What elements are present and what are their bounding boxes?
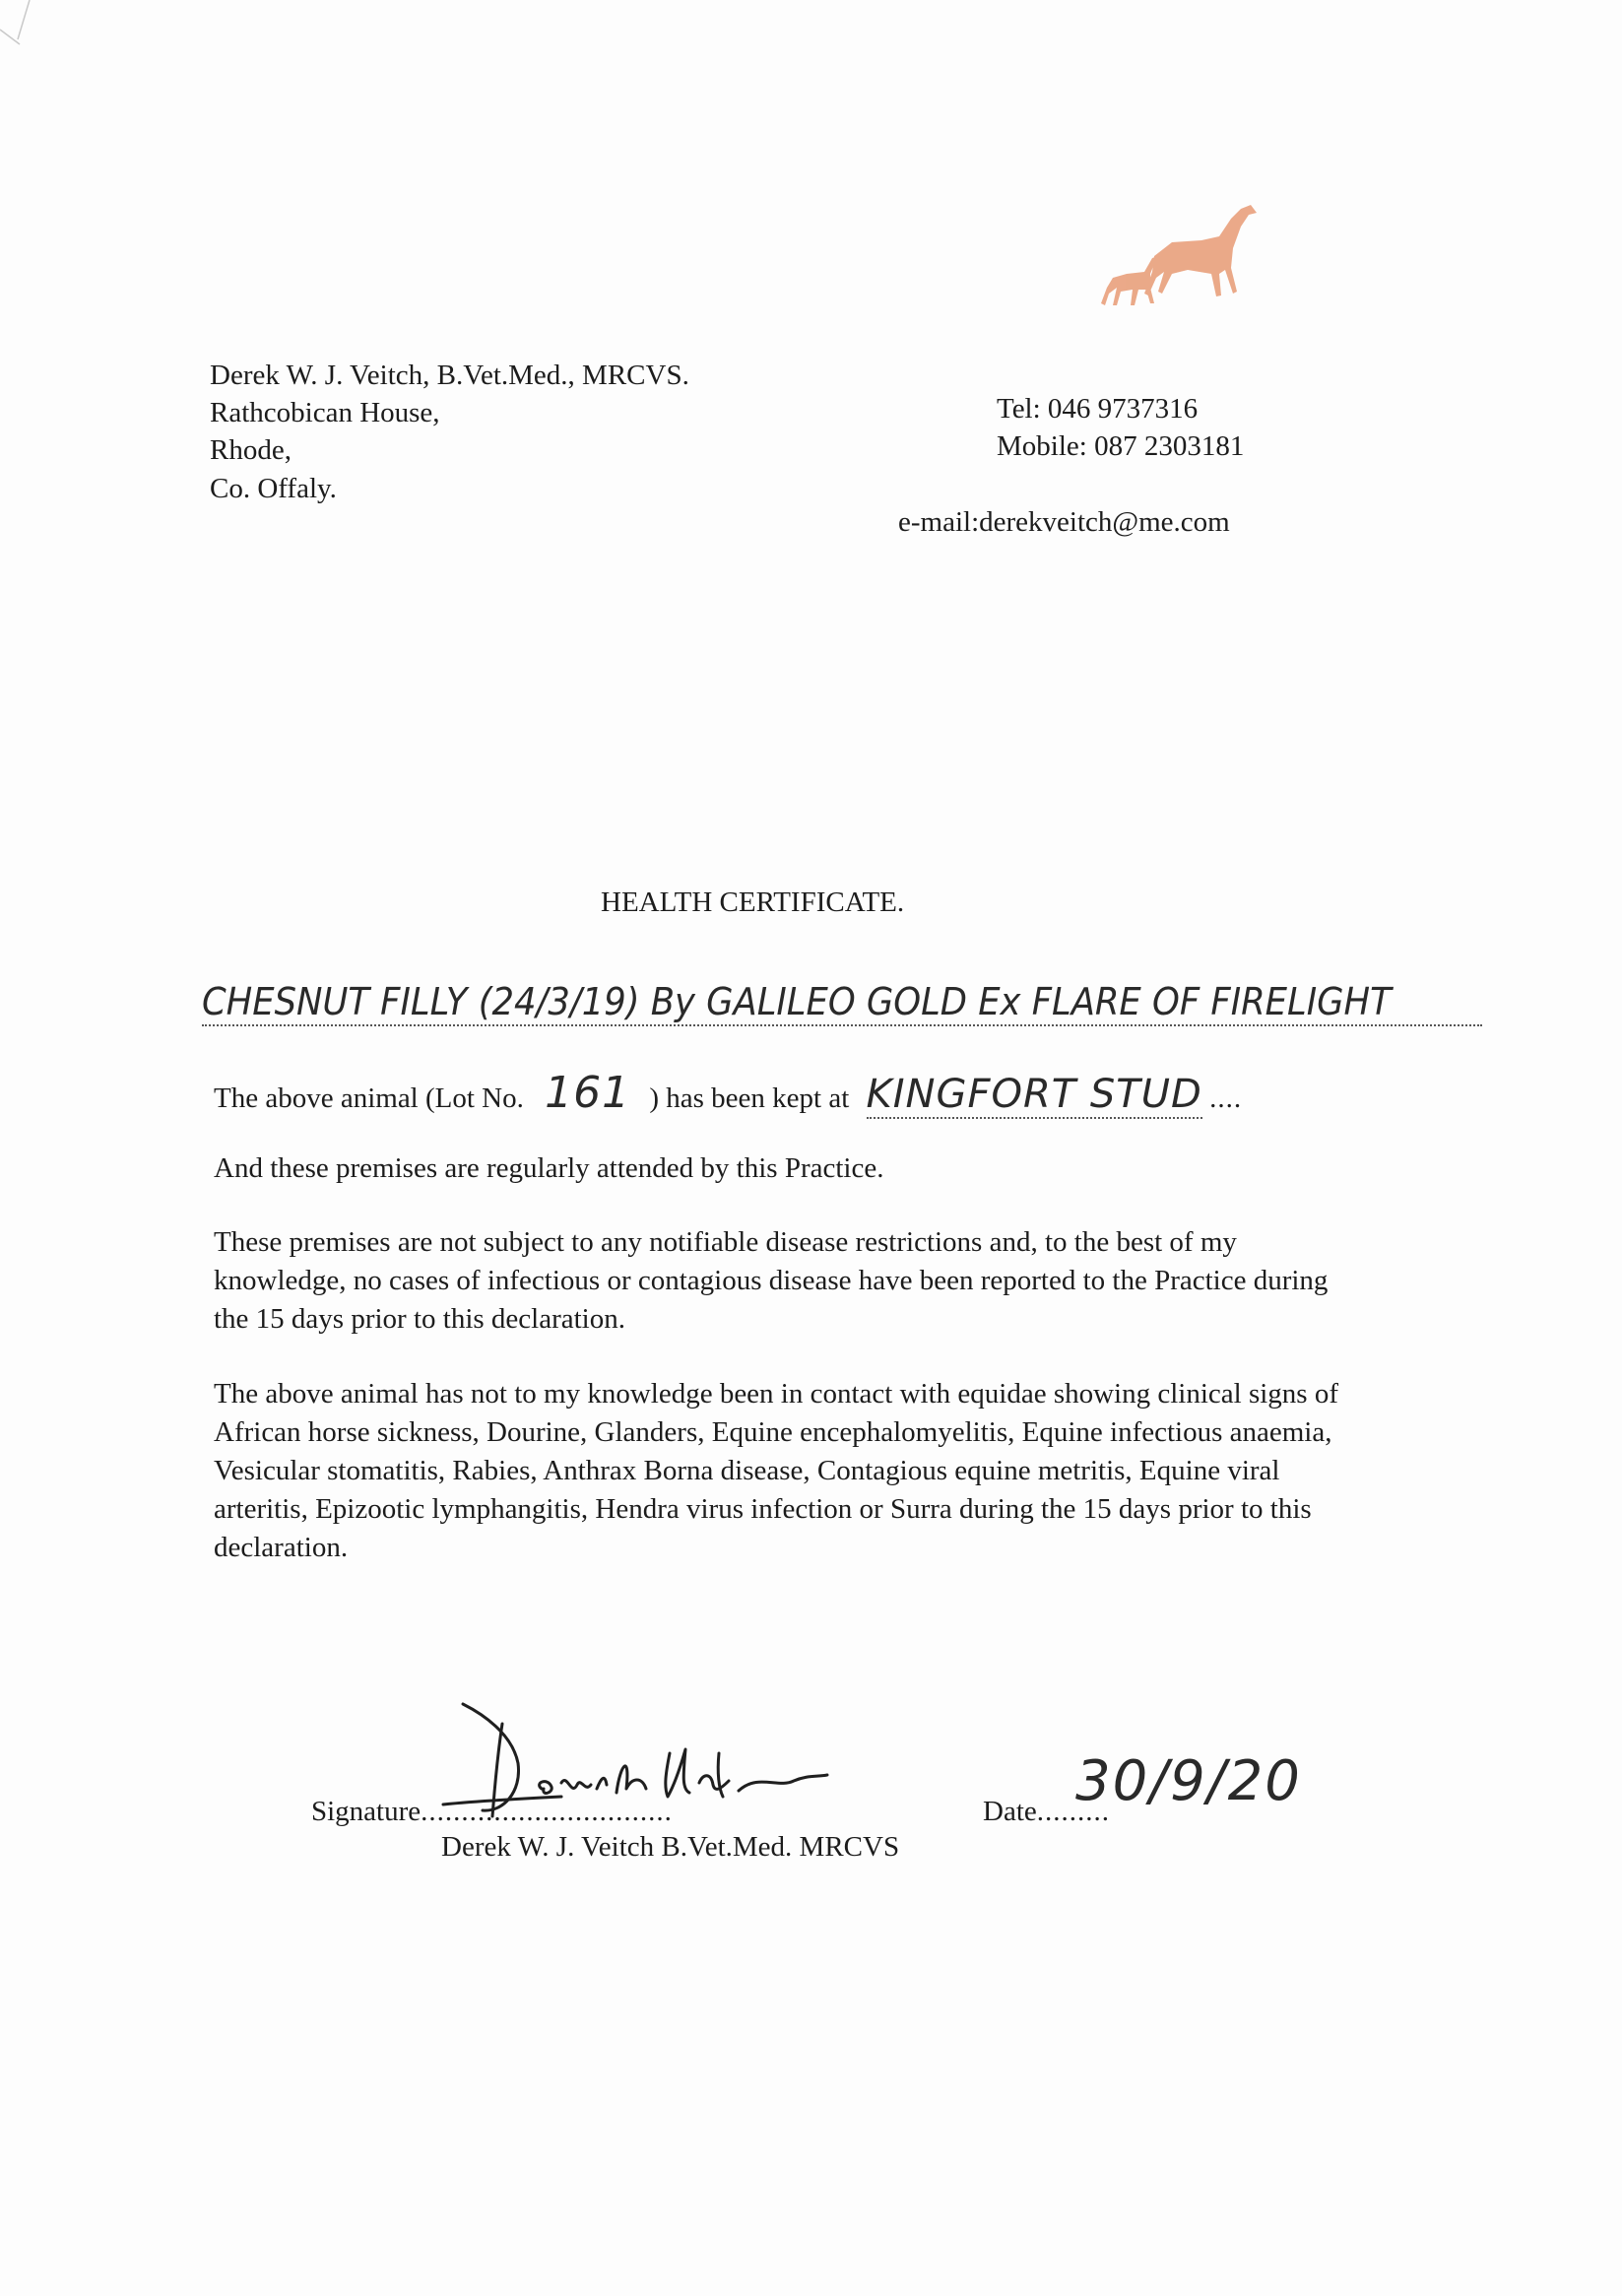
- signature-dots: ...............................: [421, 1796, 673, 1827]
- handwritten-signature: [423, 1694, 857, 1842]
- signer-name: Derek W. J. Veitch B.Vet.Med. MRCVS: [441, 1831, 900, 1863]
- premises-handwritten: KINGFORT STUD: [866, 1072, 1202, 1117]
- address-line-1: Rathcobican House,: [210, 397, 440, 428]
- date-label: Date: [983, 1796, 1037, 1827]
- horse-and-foal-icon: [1093, 197, 1261, 315]
- mobile-number: Mobile: 087 2303181: [997, 430, 1245, 462]
- lot-prefix-text: The above animal (Lot No.: [214, 1082, 524, 1114]
- lot-line: [214, 1068, 1243, 1118]
- animal-description-handwritten: CHESNUT FILLY (24/3/19) By GALILEO GOLD Ex FLARE OF FIRELIGHT: [202, 980, 1392, 1023]
- scan-corner-mark: [0, 0, 69, 69]
- contact-paragraph: The above animal has not to my knowledge been in contact with equidae showing clinical signs of African horse sickness, Dourine, Glanders, Equine encephalomyelitis, Equine infectious anaemia, Vesicular stomatitis, Rabies, Anthrax Borna disease, Contagious equine metritis, Equine viral arteritis, Epizootic lymphangitis, Hendra virus infection or Surra during the 15 days prior to this declaration.: [214, 1378, 1338, 1563]
- email-address: e-mail:derekveitch@me.com: [898, 506, 1230, 538]
- date-dots: .........: [1036, 1796, 1110, 1827]
- signature-label: Signature: [311, 1796, 422, 1827]
- premises-trailing-dots: ....: [1209, 1082, 1243, 1114]
- telephone-number: Tel: 046 9737316: [997, 393, 1199, 425]
- attended-paragraph: And these premises are regularly attended by this Practice.: [214, 1152, 884, 1184]
- lot-number-handwritten: 161: [545, 1068, 631, 1118]
- description-dotted-line: [202, 1024, 1482, 1026]
- date-handwritten: 30/9/20: [1075, 1749, 1302, 1813]
- lot-suffix-text: ) has been kept at: [649, 1082, 850, 1114]
- restrictions-paragraph: These premises are not subject to any notifiable disease restrictions and, to the best of my knowledge, no cases of infectious or contagious disease have been reported to the Practice during the 15 days prior to this declaration.: [214, 1226, 1329, 1335]
- certificate-title: HEALTH CERTIFICATE.: [601, 886, 905, 918]
- address-line-2: Rhode,: [210, 434, 292, 466]
- address-line-3: Co. Offaly.: [210, 473, 337, 504]
- vet-name-line: Derek W. J. Veitch, B.Vet.Med., MRCVS.: [210, 360, 689, 391]
